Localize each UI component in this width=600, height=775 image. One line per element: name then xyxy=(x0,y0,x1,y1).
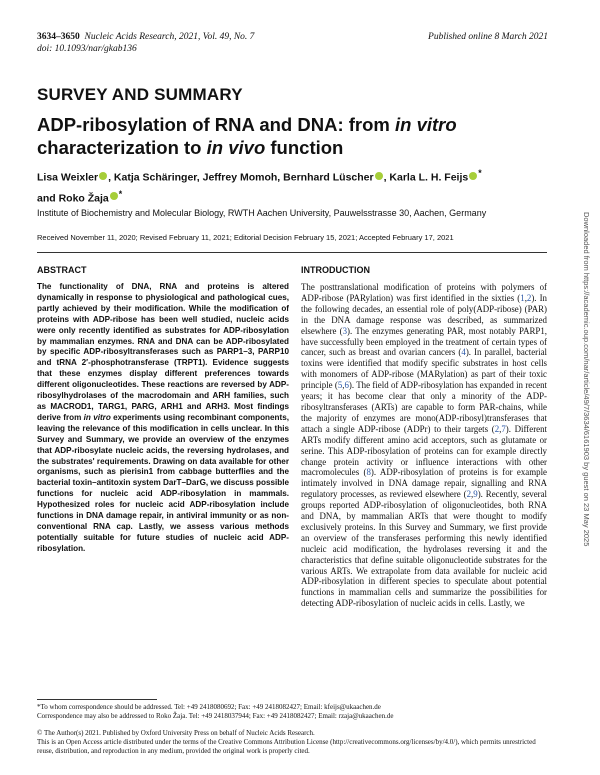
abstract-text xyxy=(37,282,289,555)
reference-link[interactable]: 2 xyxy=(526,292,532,303)
title-italic-2: in vivo xyxy=(206,137,266,158)
author-zaja: and Roko Žaja xyxy=(37,192,109,204)
author-list xyxy=(37,165,557,206)
journal-header xyxy=(37,32,254,42)
article-title xyxy=(37,113,537,159)
title-part-2: characterization to xyxy=(37,137,207,158)
reference-link[interactable]: 2 xyxy=(494,423,500,434)
reference-link[interactable]: 8 xyxy=(366,467,371,478)
orcid-icon[interactable] xyxy=(110,192,118,200)
author-feijs: , Karla L. H. Feijs xyxy=(383,171,469,184)
intro-text: ). ADP-ribosylation of proteins is for example intimately involved in DNA damage repair, signalling and RNA regulatory processes, as reviewed elsewhere ( xyxy=(301,467,547,500)
corresponding-mark: * xyxy=(478,168,482,178)
intro-text: ). In parallel, bacterial toxins were identified that modify specific substrates in host cells with monomers of ADP-ribose (MARylation) as part of their toxic principle ( xyxy=(301,347,547,391)
corresponding-mark: * xyxy=(118,188,123,199)
introduction-heading: INTRODUCTION xyxy=(301,265,370,275)
abstract-part-2: experiments using recombinant components, leaving the relevance of this modification in cells unclear. In this Survey and Summary, we provide an overview of the enzymes that ADP-ribosylate nucleic acids, the reversing hydrolases, and the substrates' requirements. Drawing on data available for other organisms, such as pierisin1 from cabbage butterflies and the bacterial toxin–antitoxin system DarT–DarG, we discuss possible functions for nucleic acid ADP-ribosylation in mammals. Hypothesized roles for nucleic acid ADP-ribosylation include functions in DNA damage repair, in antiviral immunity or as non-conventional RNA cap. Lastly, we assess various methods potentially suitable for future studies of nucleic acid ADP-ribosylation. xyxy=(37,412,289,553)
published-date: Published online 8 March 2021 xyxy=(428,32,548,42)
footnotes xyxy=(37,703,547,721)
intro-text: ). The field of ADP-ribosylation has expanded in recent years; it has become clear that only a minority of the ADP-ribosyltransferases (ARTs) are capable to form PAR-chains, while the majority of enzymes are mono(ADP-ribosyl)transferases that attach a single ADP-ribose (ADPr) to their targets ( xyxy=(301,380,547,434)
intro-text: ). Recently, several groups reported ADP-ribosylation of oligonucleotides, both RNA and DNA, by mammalian ARTs that were thought to modify exclusively proteins. In this Survey and Summary, we first provide an overview of the transferases performing this newly identified nucleic acid modification, the hydrolases reversing it and the characteristics that define suitable oligonucleotide substrates for the various ARTs. We extrapolate from data available for nucleic acid ADP-ribosylation in different species to speculate about potential functions in mammalian cells and summarize the possibilities for detecting ADP-ribosylation of nucleic acids in cells. Lastly, we xyxy=(301,489,547,609)
author-weixler: Lisa Weixler xyxy=(37,171,99,184)
correspondence-footnote-2: Correspondence may also be addressed to Roko Žaja. Tel: +49 2418037944; Fax: +49 2418082427; Email: rzaja@ukaachen.de xyxy=(37,711,394,720)
reference-link[interactable]: 5 xyxy=(337,380,343,391)
orcid-icon[interactable] xyxy=(469,172,477,180)
doi[interactable]: doi: 10.1093/nar/gkab136 xyxy=(37,44,137,54)
received-dates: Received November 11, 2020; Revised February 11, 2021; Editorial Decision February 15, 2021; Accepted February 17, 2021 xyxy=(37,233,454,242)
intro-text: , xyxy=(499,423,502,434)
license: This is an Open Access article distributed under the terms of the Creative Commons Attribution License (http://creativecommons.org/licenses/by/4.0/), which permits unrestricted reuse, distribution, and reproduction in any medium, provided the original work is properly cited. xyxy=(37,737,536,755)
reference-link[interactable]: 3 xyxy=(342,325,348,336)
reference-link[interactable]: 7 xyxy=(501,423,506,434)
intro-text: , xyxy=(342,380,345,391)
copyright: © The Author(s) 2021. Published by Oxford University Press on behalf of Nucleic Acids Research. xyxy=(37,729,315,737)
abstract-italic: in vitro xyxy=(83,412,111,422)
journal-citation: Nucleic Acids Research, 2021, Vol. 49, No. 7 xyxy=(84,32,255,42)
intro-text: ). In the following decades, an essential role of poly(ADP-ribose) (PAR) in the DNA damage response was described, as summarized elsewhere ( xyxy=(301,292,547,336)
reference-link[interactable]: 9 xyxy=(473,489,478,500)
orcid-icon[interactable] xyxy=(375,172,383,180)
introduction-text xyxy=(301,282,547,609)
intro-text: ). The enzymes generating PAR, most notably PARP1, have successfully been employed in the treatment of certain types of cancer, such as breast and ovarian cancers ( xyxy=(301,325,548,358)
title-part-1: ADP-ribosylation of RNA and DNA: from xyxy=(37,114,396,135)
reference-link[interactable]: 6 xyxy=(344,380,349,391)
affiliation: Institute of Biochemistry and Molecular Biology, RWTH Aachen University, Pauwelsstrasse 30, Aachen, Germany xyxy=(37,208,487,218)
intro-text: , xyxy=(471,489,474,500)
footnote-rule xyxy=(37,699,157,700)
title-italic-1: in vitro xyxy=(395,114,457,135)
orcid-icon[interactable] xyxy=(99,172,107,180)
abstract-heading: ABSTRACT xyxy=(37,265,87,275)
download-watermark: Downloaded from https://academic.oup.com/nar/article/49/7/3634/6161903 by guest on 23 May 2025 xyxy=(582,212,591,547)
intro-text: , xyxy=(524,292,527,303)
abstract-part-1: The functionality of DNA, RNA and proteins is altered dynamically in response to physiological and pathological cues, partly achieved by their modification. While the modification of proteins with ADP-ribose has been well studied, nucleic acids were only recently identified as substrates for ADP-ribosylation by mammalian enzymes. RNA and DNA can be ADP-ribosylated by specific ADP-ribosyltransferases such as PARP1–3, PARP10 and tRNA 2′-phosphotransferase (TRPT1). Evidence suggests that these enzymes display different preferences towards different oligonucleotides. These reactions are reversed by ADP-ribosylhydrolases of the macrodomain and ARH families, such as MACROD1, TARG1, PARG, ARH1 and ARH3. Most findings derive from xyxy=(37,282,289,422)
reference-link[interactable]: 4 xyxy=(461,347,466,358)
correspondence-footnote: *To whom correspondence should be addressed. Tel: +49 2418080692; Fax: +49 2418082427; Email: kfeijs@ukaachen.de xyxy=(37,703,381,711)
reference-link[interactable]: 2 xyxy=(466,489,472,500)
authors-middle: , Katja Schäringer, Jeffrey Momoh, Bernhard Lüscher xyxy=(108,171,374,184)
section-label: SURVEY AND SUMMARY xyxy=(37,85,243,104)
divider xyxy=(37,252,547,253)
reference-link[interactable]: 1 xyxy=(520,292,525,303)
page-range: 3634–3650 xyxy=(37,32,80,42)
intro-text: ). Different ARTs modify different amino acid acceptors, such as glutamate or serine. This ADP-ribosylation of proteins can for example directly change protein activity or influence interactions with other macromolecules ( xyxy=(301,423,547,478)
copyright-block xyxy=(37,729,547,755)
title-part-2-end: function xyxy=(265,137,344,158)
intro-text: The posttranslational modification of proteins with polymers of ADP-ribose (PARylation) was first identified in the sixties ( xyxy=(301,282,547,303)
